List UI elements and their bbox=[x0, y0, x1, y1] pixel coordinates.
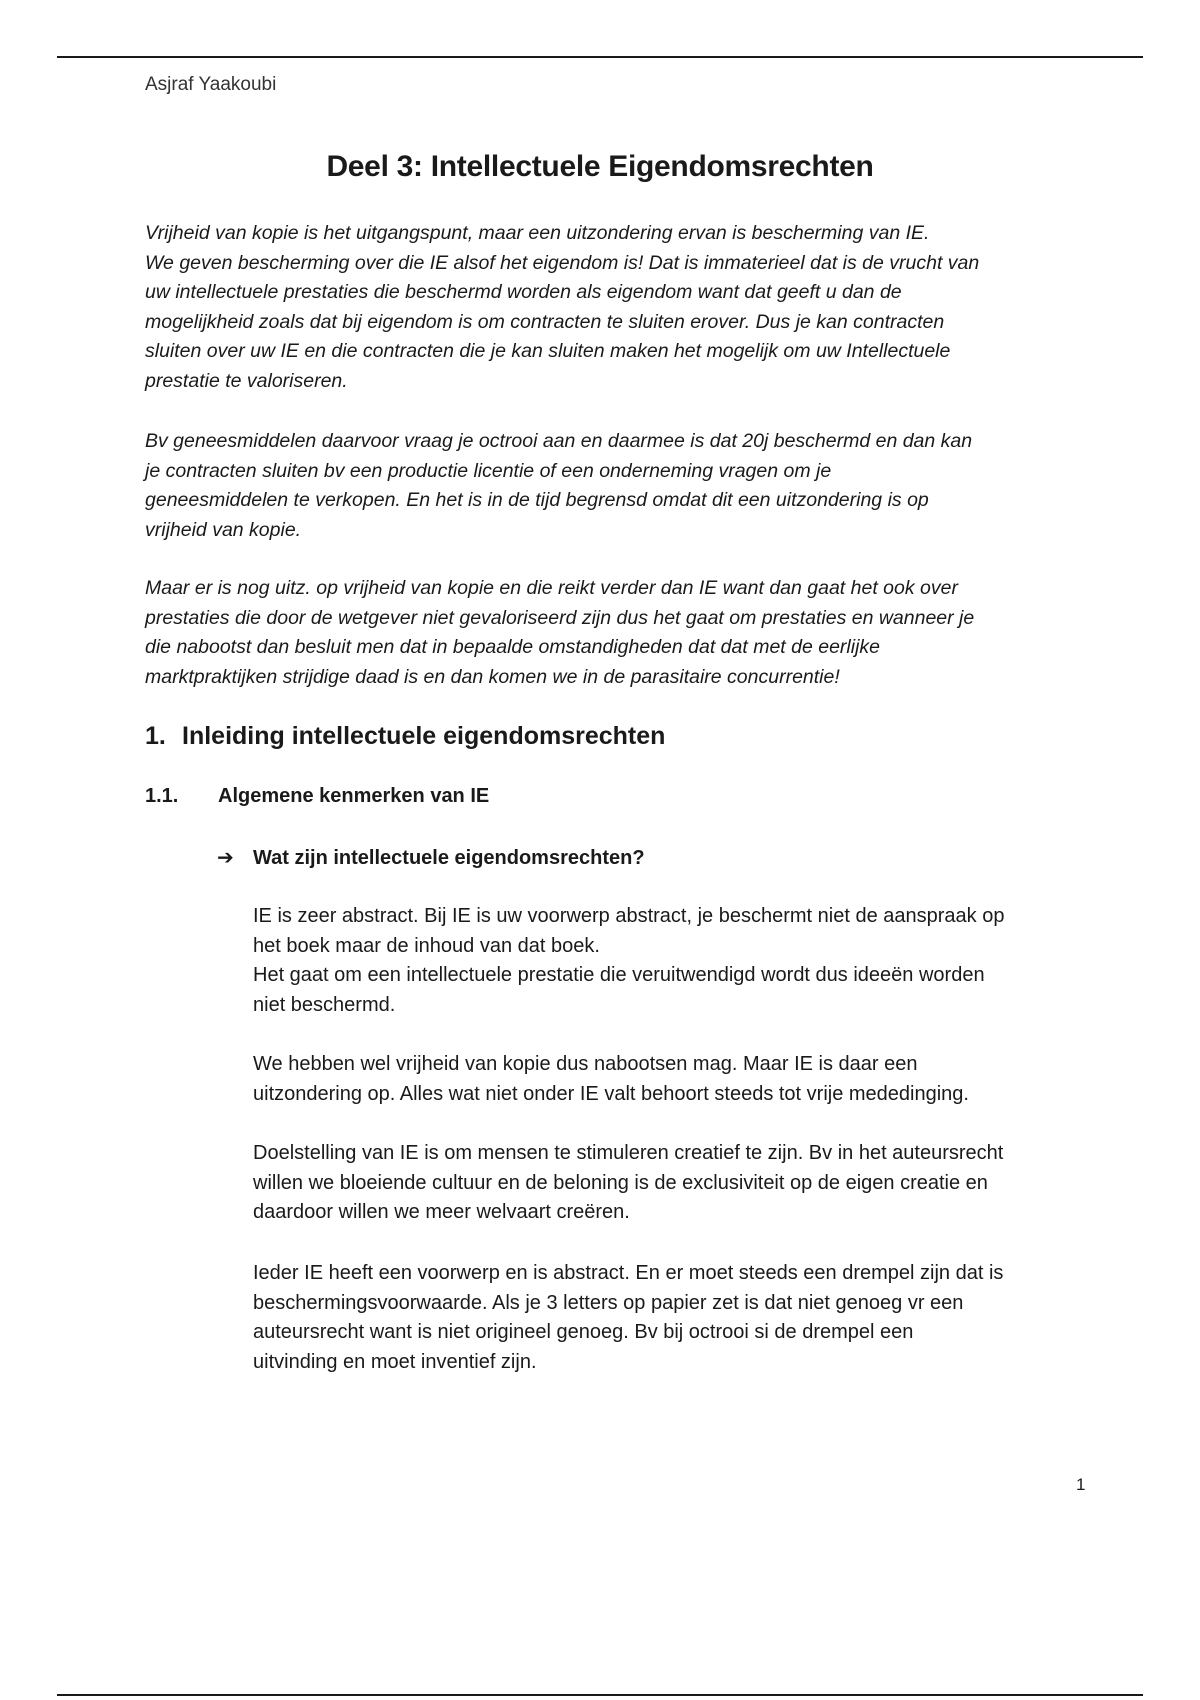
text-line: prestatie te valoriseren. bbox=[145, 369, 348, 392]
intro-paragraph-1 bbox=[145, 219, 1095, 396]
body-paragraph-4 bbox=[253, 1259, 1098, 1377]
text-line: mogelijkheid zoals dat bij eigendom is om contracten te sluiten erover. Dus je kan contracten bbox=[145, 310, 945, 333]
footer-rule bbox=[57, 1694, 1143, 1696]
intro-paragraph-2 bbox=[145, 427, 1095, 545]
text-line: niet beschermd. bbox=[253, 993, 396, 1016]
text-line: die nabootst dan besluit men dat in bepaalde omstandigheden dat dat met de eerlijke bbox=[145, 636, 881, 658]
section-1-heading bbox=[145, 722, 665, 751]
arrow-right-icon: ➔ bbox=[217, 847, 234, 869]
body-paragraph-2 bbox=[253, 1050, 1098, 1109]
section-title: Inleiding intellectuele eigendomsrechten bbox=[182, 722, 666, 750]
body-paragraph-1 bbox=[253, 902, 1098, 1020]
text-line: Het gaat om een intellectuele prestatie die veruitwendigd wordt dus ideeën worden bbox=[253, 964, 985, 986]
page-number: 1 bbox=[1076, 1475, 1086, 1494]
intro-paragraph-3 bbox=[145, 574, 1095, 692]
text-line: het boek maar de inhoud van dat boek. bbox=[253, 934, 600, 957]
text-line: auteursrecht want is niet origineel genoeg. Bv bij octrooi si de drempel een bbox=[253, 1321, 914, 1343]
text-line: Bv geneesmiddelen daarvoor vraag je octrooi aan en daarmee is dat 20j beschermd en dan kan bbox=[145, 430, 973, 452]
text-line: je contracten sluiten bv een productie licentie of een onderneming vragen om je bbox=[145, 459, 832, 482]
document-title: Deel 3: Intellectuele Eigendomsrechten bbox=[326, 150, 874, 183]
body-paragraph-3 bbox=[253, 1139, 1098, 1228]
text-line: willen we bloeiende cultuur en de beloning is de exclusiviteit op de eigen creatie en bbox=[253, 1171, 988, 1194]
text-line: uitzondering op. Alles wat niet onder IE valt behoort steeds tot vrije mededinging. bbox=[253, 1082, 969, 1105]
header-rule bbox=[57, 56, 1143, 58]
subsection-number: 1.1. bbox=[145, 785, 179, 807]
text-line: prestaties die door de wetgever niet gevaloriseerd zijn dus het gaat om prestaties en wanneer je bbox=[145, 606, 975, 629]
text-line: We geven bescherming over die IE alsof het eigendom is! Dat is immaterieel dat is de vrucht van bbox=[145, 251, 980, 274]
text-line: marktpraktijken strijdige daad is en dan komen we in de parasitaire concurrentie! bbox=[145, 665, 840, 688]
section-number: 1. bbox=[145, 722, 166, 750]
text-line: beschermingsvoorwaarde. Als je 3 letters op papier zet is dat niet genoeg vr een bbox=[253, 1291, 964, 1314]
text-line: We hebben wel vrijheid van kopie dus nabootsen mag. Maar IE is daar een bbox=[253, 1053, 918, 1075]
text-line: Vrijheid van kopie is het uitgangspunt, maar een uitzondering ervan is bescherming van IE. bbox=[145, 222, 930, 244]
text-line: Doelstelling van IE is om mensen te stimuleren creatief te zijn. Bv in het auteursrecht bbox=[253, 1142, 1004, 1164]
question-text: Wat zijn intellectuele eigendomsrechten? bbox=[253, 847, 645, 869]
text-line: IE is zeer abstract. Bij IE is uw voorwerp abstract, je beschermt niet de aanspraak op bbox=[253, 905, 1005, 927]
text-line: Ieder IE heeft een voorwerp en is abstract. En er moet steeds een drempel zijn dat is bbox=[253, 1262, 1004, 1284]
text-line: uw intellectuele prestaties die beschermd worden als eigendom want dat geeft u dan de bbox=[145, 281, 902, 303]
subsection-title: Algemene kenmerken van IE bbox=[218, 785, 490, 807]
section-1-1-heading bbox=[145, 785, 489, 808]
text-line: Maar er is nog uitz. op vrijheid van kopie en die reikt verder dan IE want dan gaat het ook over bbox=[145, 577, 958, 599]
text-line: geneesmiddelen te verkopen. En het is in de tijd begrensd omdat dit een uitzondering is op bbox=[145, 489, 929, 511]
question-item bbox=[217, 845, 645, 870]
text-line: vrijheid van kopie. bbox=[145, 518, 302, 541]
text-line: uitvinding en moet inventief zijn. bbox=[253, 1350, 537, 1373]
text-line: daardoor willen we meer welvaart creëren. bbox=[253, 1201, 630, 1223]
author-name: Asjraf Yaakoubi bbox=[145, 74, 277, 95]
text-line: sluiten over uw IE en die contracten die je kan sluiten maken het mogelijk om uw Intellectuele bbox=[145, 340, 951, 362]
